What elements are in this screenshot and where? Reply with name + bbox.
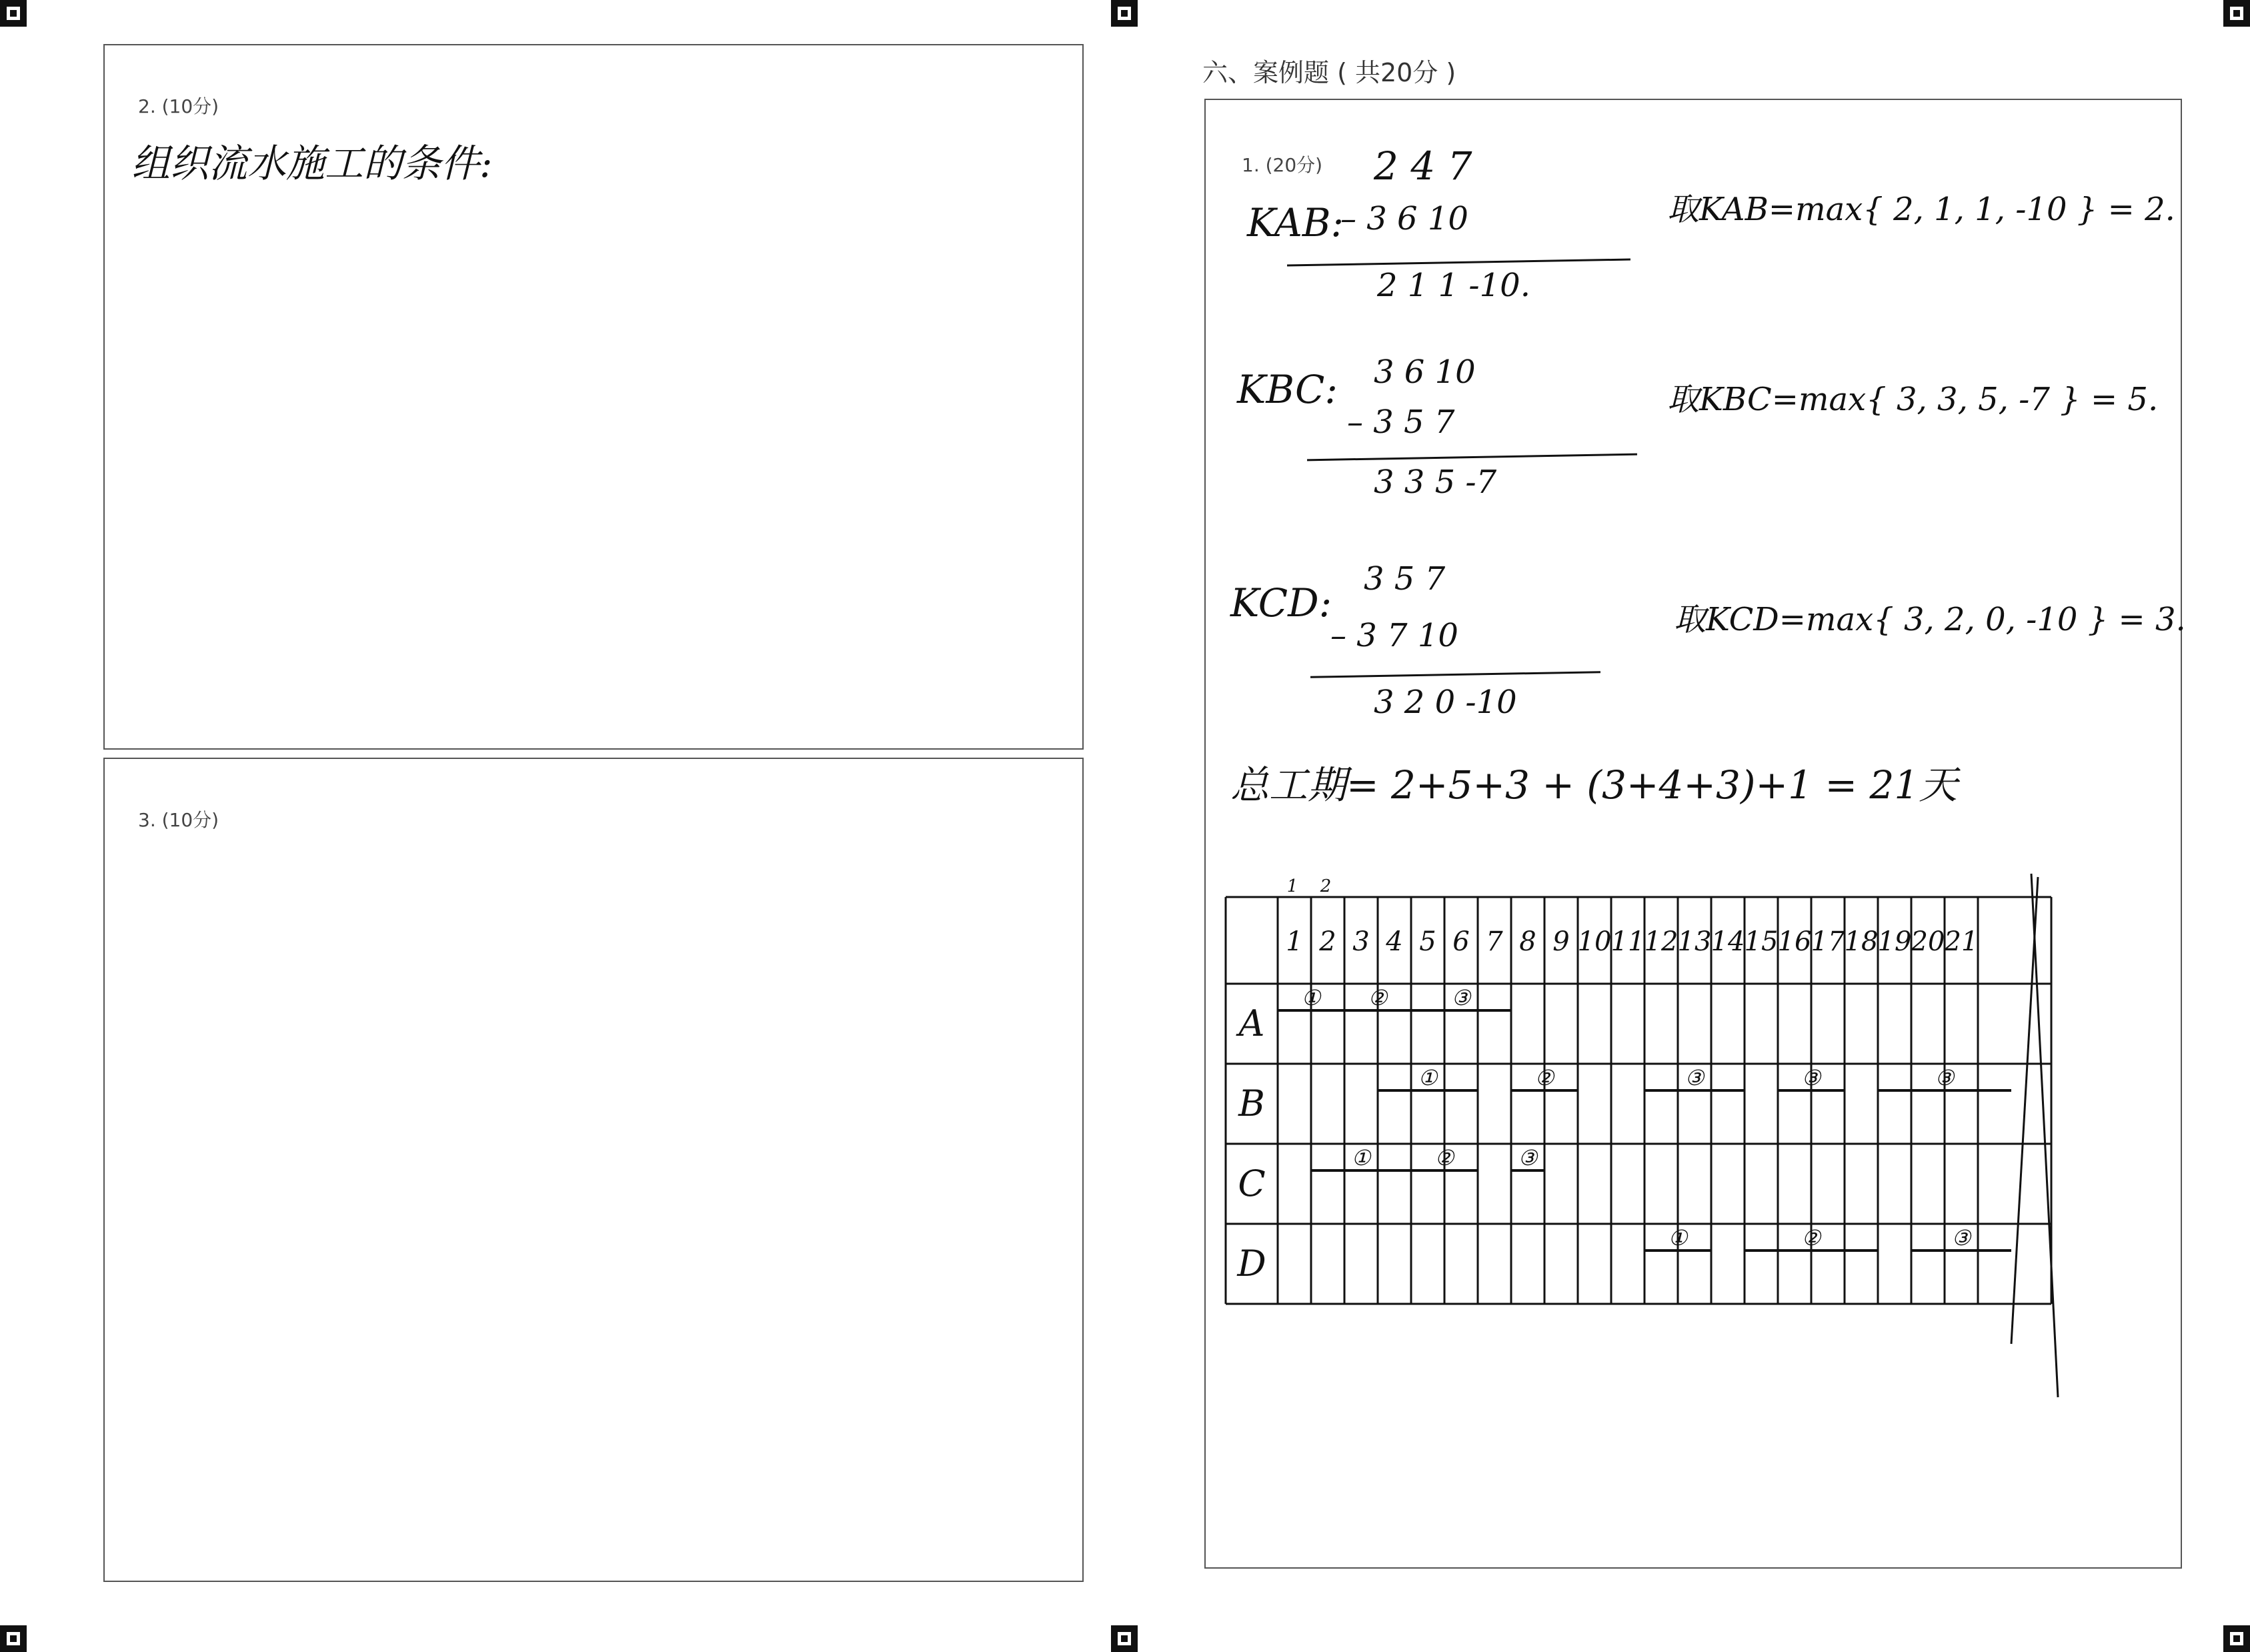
schedule-task-number: ② [1801,1225,1821,1251]
kbc-max-note: 取KBC=max{ 3, 3, 5, -7 } = 5. [1667,381,2159,418]
schedule-day-labels [1286,876,1978,957]
kab-subtrahend-row: – 3 6 10 [1340,200,1468,237]
schedule-day-label: 17 [1811,926,1845,957]
schedule-task-number: ③ [1951,1225,1971,1251]
schedule-margin-stroke [2011,877,2038,1344]
q3-label: 3. (10分) [138,809,219,831]
schedule-day-label: 5 [1419,926,1436,957]
schedule-row-label-b: B [1238,1082,1265,1124]
schedule-day-label: 14 [1711,926,1745,957]
kab-max-note: 取KAB=max{ 2, 1, 1, -10 } = 2. [1667,191,2175,228]
schedule-task-number: ② [1368,985,1388,1010]
registration-marker-bottom-right [2223,1625,2250,1652]
schedule-day-label: 21 [1944,926,1979,957]
kab-label: KAB: [1247,200,1344,245]
schedule-chart [1220,870,2167,1404]
schedule-day-label: 3 [1352,926,1370,957]
registration-marker-top-right [2223,0,2250,27]
schedule-task-number: ② [1434,1145,1454,1170]
schedule-day-label: 10 [1577,926,1612,957]
schedule-day-label: 9 [1552,926,1570,957]
kcd-subtrahend-row: – 3 7 10 [1330,617,1458,654]
schedule-top-number: 2 [1320,876,1332,896]
kbc-top-row: 3 6 10 [1374,353,1476,391]
schedule-task-number: ③ [1684,1065,1705,1090]
kcd-result-row: 3 2 0 -10 [1374,684,1517,721]
schedule-day-label: 12 [1644,926,1678,957]
kbc-label: KBC: [1237,367,1338,412]
schedule-task-number: ① [1668,1225,1688,1251]
kbc-subtrahend-row: – 3 5 7 [1347,403,1455,441]
registration-marker-bottom-center [1111,1625,1138,1652]
schedule-day-label: 20 [1911,926,1945,957]
schedule-row-label-d: D [1237,1243,1266,1285]
total-duration: 总工期= 2+5+3 + (3+4+3)+1 = 21天 [1230,762,1958,808]
kcd-top-row: 3 5 7 [1364,560,1446,598]
schedule-day-label: 13 [1677,926,1712,957]
schedule-day-label: 18 [1844,926,1879,957]
registration-marker-top-left [0,0,27,27]
schedule-row-label-a: A [1238,1002,1265,1044]
section-title: 六、案例题 ( 共20分 ) [1202,58,1456,87]
schedule-task-number: ① [1301,985,1321,1010]
kcd-label: KCD: [1230,580,1332,626]
schedule-day-label: 7 [1486,926,1503,957]
schedule-task-number: ① [1418,1065,1438,1090]
registration-marker-bottom-left [0,1625,27,1652]
schedule-row-label-c: C [1238,1162,1266,1204]
schedule-day-label: 11 [1610,926,1645,957]
schedule-task-number: ① [1351,1145,1371,1170]
kab-result-row: 2 1 1 -10. [1377,267,1530,304]
q1-label: 1. (20分) [1242,154,1323,176]
schedule-day-label: 16 [1777,926,1812,957]
registration-marker-top-center [1111,0,1138,27]
schedule-task-number: ③ [1935,1065,1955,1090]
schedule-day-label: 6 [1452,926,1470,957]
schedule-day-label: 4 [1386,926,1403,957]
schedule-day-label: 19 [1877,926,1912,957]
schedule-margin-stroke [2031,874,2058,1397]
schedule-day-label: 15 [1744,926,1779,957]
kbc-result-row: 3 3 5 -7 [1374,464,1497,501]
schedule-day-label: 2 [1319,926,1336,957]
kab-top-row: 2 4 7 [1374,143,1472,189]
schedule-day-label: 1 [1286,926,1303,957]
schedule-task-number: ③ [1451,985,1471,1010]
schedule-day-label: 8 [1519,926,1536,957]
q2-label: 2. (10分) [138,95,219,117]
kcd-max-note: 取KCD=max{ 3, 2, 0, -10 } = 3. [1674,601,2186,638]
schedule-task-number: ③ [1801,1065,1821,1090]
schedule-top-number: 1 [1286,876,1298,896]
schedule-task-number: ③ [1518,1145,1538,1170]
q3-answer-box[interactable] [103,758,1084,1582]
q2-handwritten-answer: 组织流水施工的条件: [131,141,493,186]
q2-answer-box[interactable] [103,44,1084,750]
schedule-task-number: ② [1534,1065,1554,1090]
